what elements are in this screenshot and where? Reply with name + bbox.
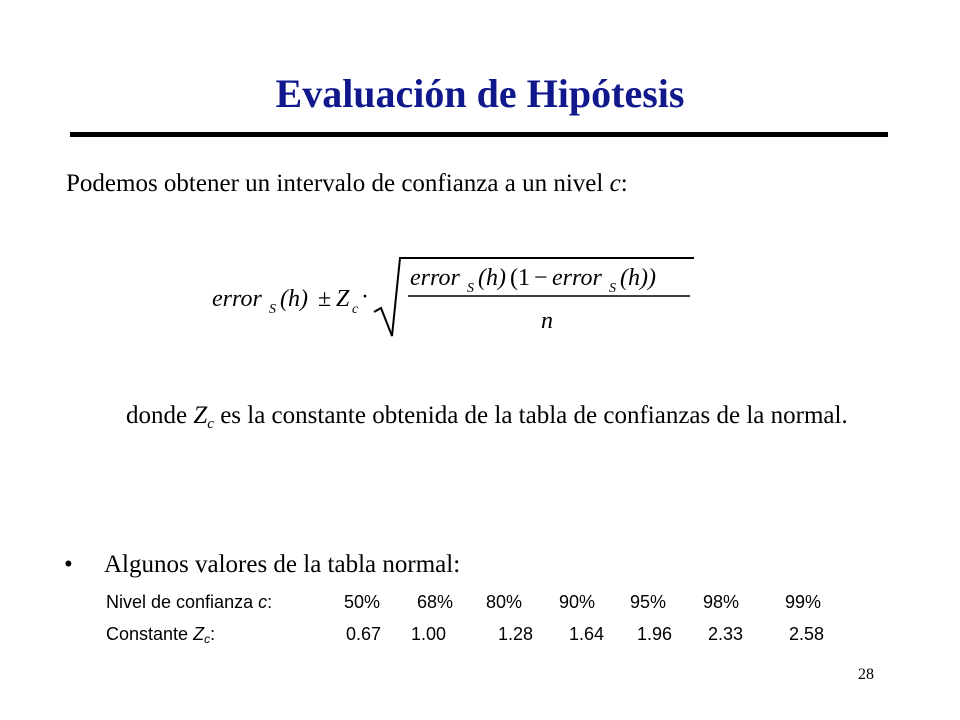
page-number: 28	[858, 666, 874, 683]
table-cell: 68%	[417, 592, 454, 612]
formula-num-b: (1	[510, 265, 530, 291]
formula-num-a: error	[410, 265, 460, 291]
intro-text	[66, 170, 628, 198]
table-cell: 0.67	[346, 624, 382, 644]
formula-dot: ·	[361, 284, 369, 310]
table-cell: 1.96	[637, 624, 673, 644]
table-cell: 99%	[785, 592, 822, 612]
row2-sub: c	[204, 632, 211, 646]
table-cell: 1.64	[569, 624, 605, 644]
table-cell: 90%	[559, 592, 596, 612]
table-cell: 1.00	[411, 624, 447, 644]
formula-left-sub: S	[269, 302, 276, 317]
table-label-constants	[106, 624, 215, 646]
table-cell: 2.33	[708, 624, 744, 644]
row2-var: Z	[193, 624, 205, 644]
formula-num-a-arg: (h)	[478, 265, 506, 291]
formula-z: Z	[336, 286, 350, 312]
intro-main: Podemos obtener un intervalo de confianza a un nivel	[66, 170, 610, 197]
row1-end: :	[267, 592, 273, 612]
formula-num-c-sub: S	[609, 281, 616, 296]
confidence-interval-formula	[210, 250, 710, 340]
formula-num-c: error	[552, 265, 602, 291]
row2-label: Constante	[106, 624, 194, 644]
bullet-text: Algunos valores de la tabla normal:	[104, 551, 461, 578]
definition-note	[126, 398, 916, 442]
formula-z-sub: c	[352, 302, 359, 317]
formula-num-a-sub: S	[467, 281, 474, 296]
intro-var: c	[609, 170, 621, 197]
row1-var: c	[258, 592, 268, 612]
formula-left-arg: (h)	[280, 286, 308, 312]
table-label-levels	[106, 592, 272, 613]
row2-end: :	[210, 624, 216, 644]
note-z: Z	[193, 402, 208, 429]
formula-num-c-arg: (h))	[620, 265, 656, 291]
table-cell: 98%	[703, 592, 740, 612]
formula-left-error: error	[212, 286, 262, 312]
table-cell: 95%	[630, 592, 667, 612]
table-cell: 80%	[486, 592, 523, 612]
svg-text:error	[212, 286, 262, 312]
bullet-symbol: •	[64, 551, 73, 578]
slide-title: Evaluación de Hipótesis	[275, 71, 685, 116]
intro-end: :	[620, 170, 628, 197]
note-before: donde	[126, 402, 194, 429]
formula-pm: ±	[318, 286, 332, 312]
table-cell: 50%	[344, 592, 381, 612]
bullet-item	[64, 551, 460, 579]
table-cell: 1.28	[498, 624, 534, 644]
note-z-sub: c	[207, 416, 214, 432]
row1-label: Nivel de confianza	[106, 592, 259, 612]
table-cell: 2.58	[789, 624, 825, 644]
title-rule	[70, 132, 888, 137]
note-after: es la constante obtenida de la tabla de confianzas de la normal.	[213, 402, 848, 429]
formula-denominator: n	[541, 308, 553, 334]
formula-minus: −	[534, 265, 548, 291]
